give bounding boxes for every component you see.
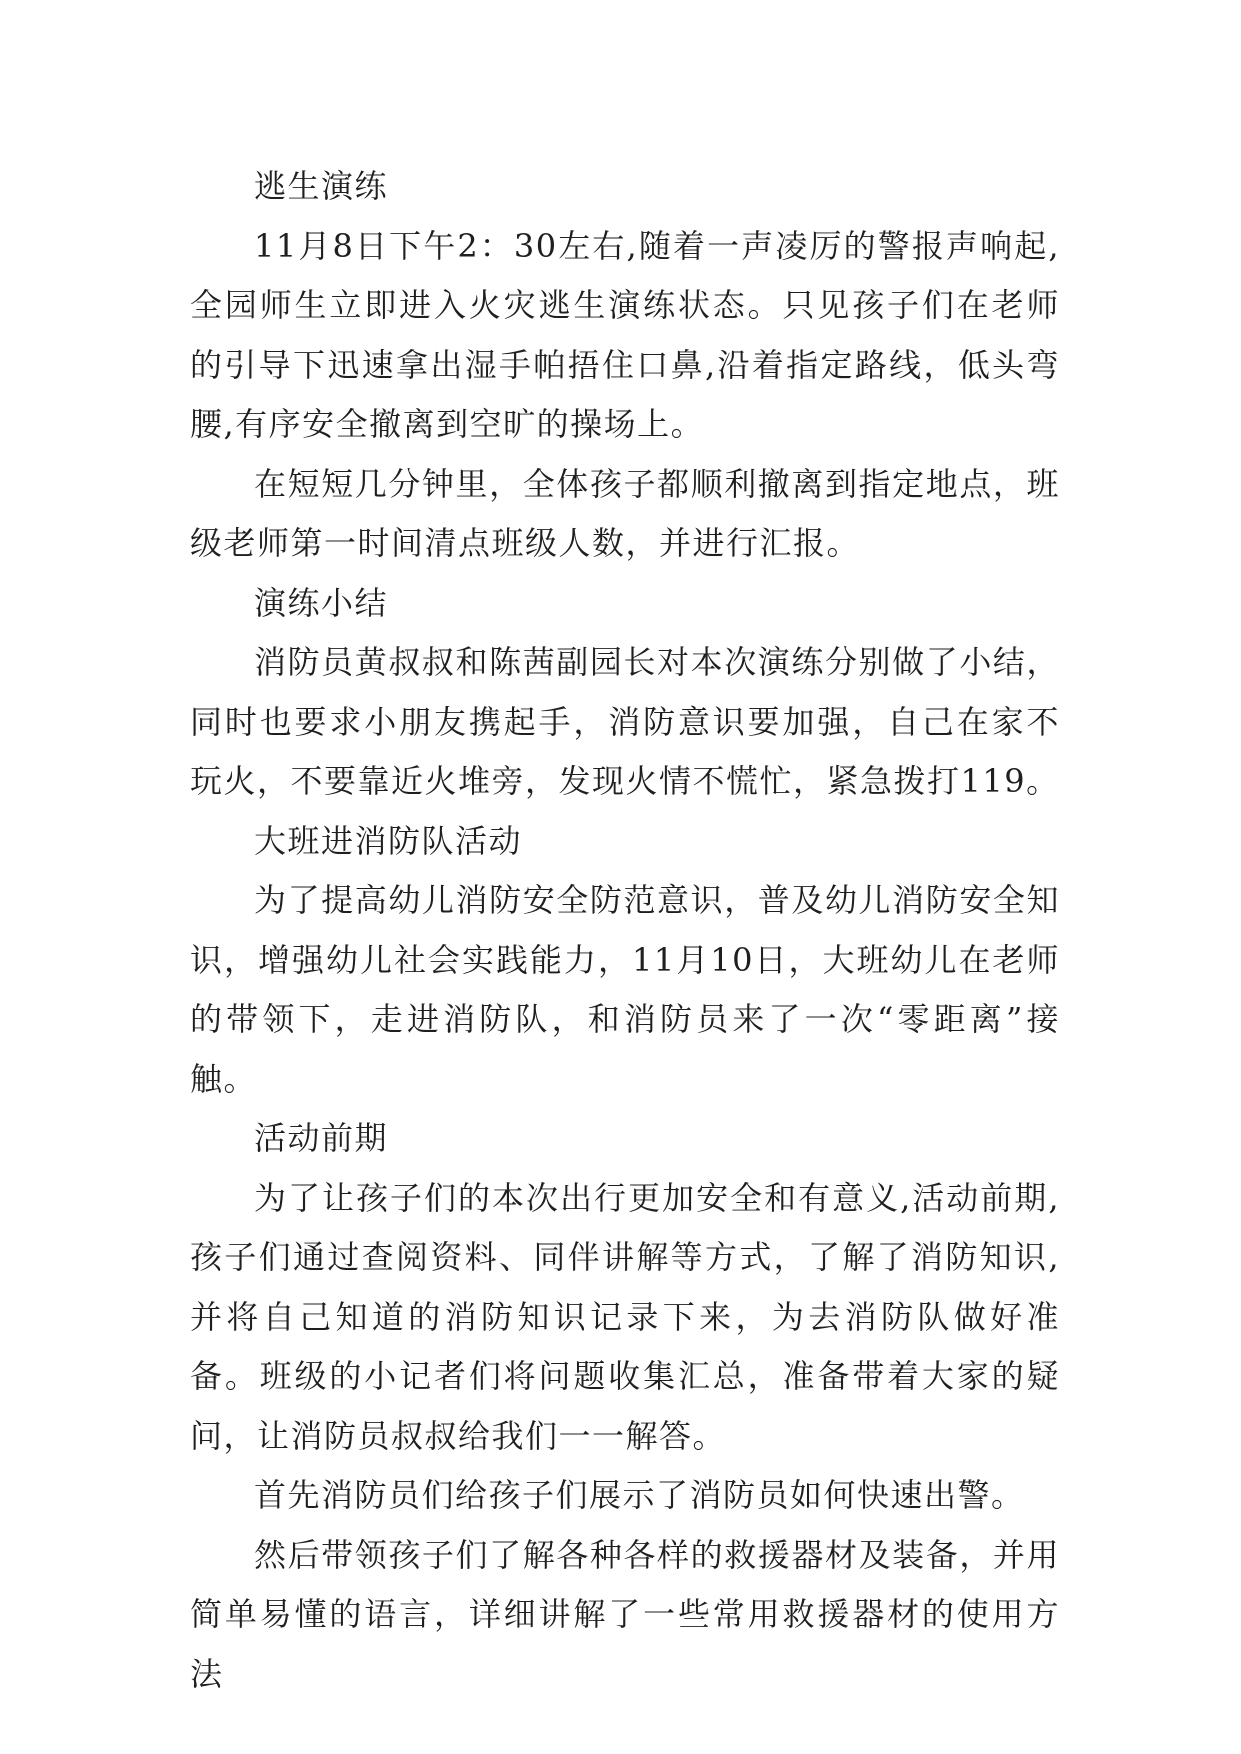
paragraph-visit-purpose: 为了提高幼儿消防安全防范意识，普及幼儿消防安全知识，增强幼儿社会实践能力，11月10日，大班幼儿在老师的带领下，走进消防队，和消防员来了一次“零距离”接触。 [190, 881, 1060, 1098]
section-heading-fire-station-visit: 大班进消防队活动 [254, 821, 523, 860]
paragraph-drill-start: 11月8日下午2：30左右,随着一声凌厉的警报声响起,全园师生立即进入火灾逃生演练状态。只见孩子们在老师的引导下迅速拿出湿手帕捂住口鼻,沿着指定路线，低头弯腰,有序安全撤离到空旷的操场上。 [190, 226, 1060, 443]
section-heading-preparation: 活动前期 [254, 1119, 389, 1157]
paragraph-equipment: 然后带领孩子们了解各种各样的救援器材及装备，并用简单易懂的语言，详细讲解了一些常用救援器材的使用方法 [190, 1535, 1060, 1693]
section-heading-drill-summary: 演练小结 [254, 583, 389, 622]
document-body [190, 157, 1060, 1704]
section-heading-escape-drill: 逃生演练 [254, 167, 389, 205]
paragraph-dispatch-demo: 首先消防员们给孩子们展示了消防员如何快速出警。 [254, 1476, 1025, 1514]
paragraph-evacuation-complete: 在短短几分钟里，全体孩子都顺利撤离到指定地点，班级老师第一时间清点班级人数，并进行汇报。 [190, 464, 1060, 562]
paragraph-preparation: 为了让孩子们的本次出行更加安全和有意义,活动前期,孩子们通过查阅资料、同伴讲解等方式，了解了消防知识,并将自己知道的消防知识记录下来，为去消防队做好准备。班级的小记者们将问题收集汇总，准备带着大家的疑问，让消防员叔叔给我们一一解答。 [190, 1178, 1060, 1455]
paragraph-summary: 消防员黄叔叔和陈茜副园长对本次演练分别做了小结，同时也要求小朋友携起手，消防意识要加强，自己在家不玩火，不要靠近火堆旁，发现火情不慌忙，紧急拨打119。 [190, 643, 1060, 800]
